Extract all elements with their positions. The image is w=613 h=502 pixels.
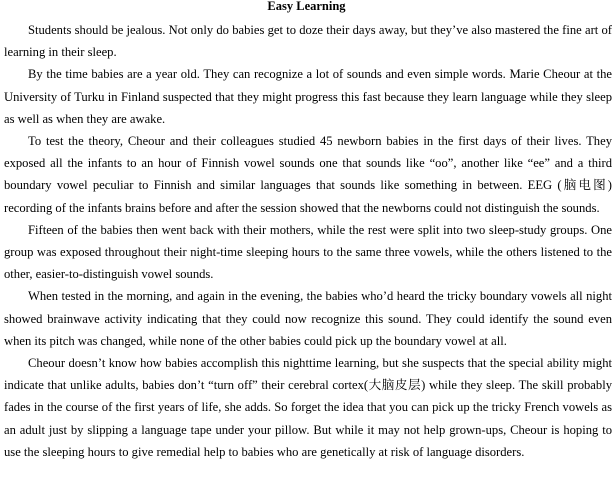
- paragraph-3: To test the theory, Cheour and their colleagues studied 45 newborn babies in the first days of their lives. They exposed all the infants to an hour of Finnish vowel sounds one that sounds like “oo”, another like “ee” and a third boundary vowel peculiar to Finnish and similar languages that sounds like something in between. EEG (脑电图) recording of the infants brains before and after the session showed that the newborns could not distinguish the sounds.: [4, 134, 612, 215]
- paragraph-4: Fifteen of the babies then went back with their mothers, while the rest were split into two sleep-study groups. One group was exposed throughout their night-time sleeping hours to the same three vowels, while the others listened to the other, easier-to-distinguish vowel sounds.: [4, 222, 612, 282]
- document-title: Easy Learning: [267, 0, 346, 13]
- paragraph-1: Students should be jealous. Not only do babies get to doze their days away, but they’ve also mastered the fine art of learning in their sleep.: [4, 23, 612, 60]
- paragraph-5: When tested in the morning, and again in the evening, the babies who’d heard the tricky boundary vowels all night showed brainwave activity indicating that they could now recognize this sound. They could identify the sound even when its pitch was changed, while none of the other babies could pick up the boundary vowel at all.: [4, 289, 612, 348]
- document-body: [4, 19, 612, 463]
- paragraph-2: By the time babies are a year old. They can recognize a lot of sounds and even simple words. Marie Cheour at the University of Turku in Finland suspected that they might progress this fast because they learn language while they sleep as well as when they are awake.: [4, 67, 612, 126]
- paragraph-6: Cheour doesn’t know how babies accomplish this nighttime learning, but she suspects that the special ability might indicate that unlike adults, babies don’t “turn off” their cerebral cortex(大脑皮层) while they sleep. The skill probably fades in the course of the first years of life, she adds. So forget the idea that you can pick up the tricky French vowels as an adult just by slipping a language tape under your pillow. But while it may not help grown-ups, Cheour is hoping to use the sleeping hours to give remedial help to babies who are genetically at risk of language disorders.: [4, 356, 612, 459]
